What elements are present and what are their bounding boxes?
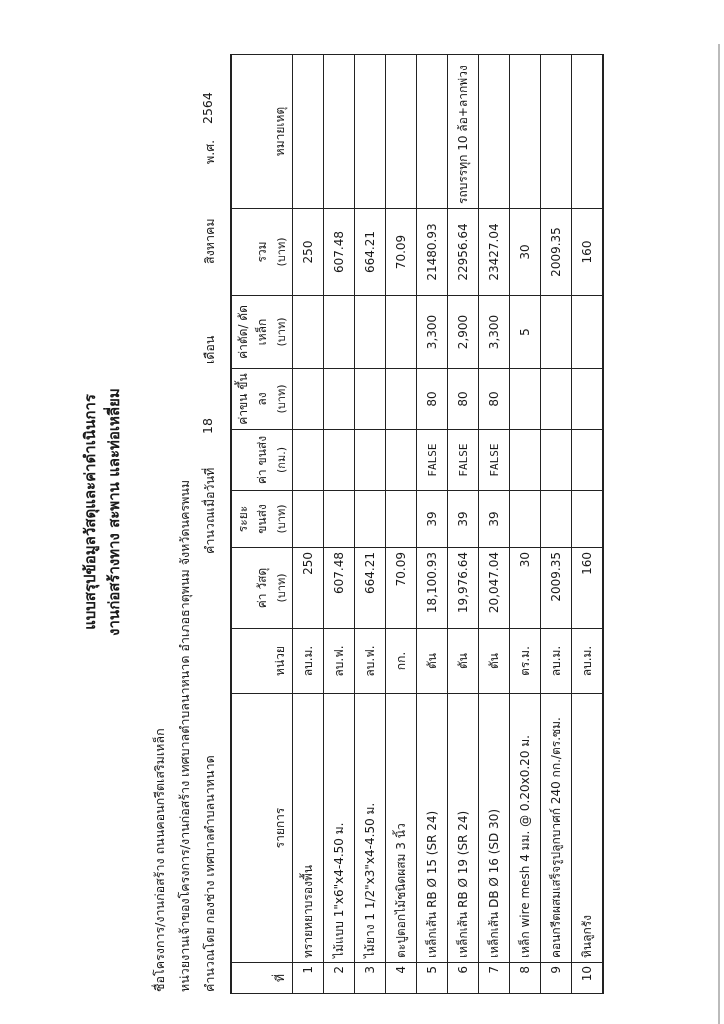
cell-no: 1 — [293, 963, 324, 994]
cell-remark — [479, 55, 510, 209]
document-subtitle: งานก่อสร้างทาง สะพาน และท่อเหลี่ยม — [105, 388, 123, 636]
cell-loading: 80 — [417, 369, 448, 430]
cell-material: 30 — [510, 548, 541, 629]
cell-remark — [386, 55, 417, 209]
cell-remark — [572, 55, 604, 209]
document-header — [78, 0, 126, 1024]
cell-distance — [541, 491, 572, 548]
cell-remark — [355, 55, 386, 209]
cell-cutting: 3,300 — [479, 296, 510, 369]
cell-material: 160 — [572, 548, 604, 629]
cell-distance — [386, 491, 417, 548]
cell-unit: ตัน — [479, 629, 510, 694]
header-cutting-cost-unit: (บาท) — [275, 317, 288, 347]
cell-no: 8 — [510, 963, 541, 994]
year-value: 2564 — [200, 92, 215, 124]
cell-cutting: 2,900 — [448, 296, 479, 369]
cell-item: ไม้แบบ 1"x6"x4-4.50 ม. — [324, 694, 355, 963]
cell-total: 22956.64 — [448, 209, 479, 296]
cell-loading — [293, 369, 324, 430]
calc-day: 18 — [200, 418, 215, 434]
agency-name: หน่วยงานเจ้าของโครงการ/งานก่อสร้าง เทศบาลตำบลนาหนาด อำเภอธาตุพนม จังหวัดนครพนม — [177, 479, 192, 992]
cell-no: 10 — [572, 963, 604, 994]
cell-transport — [572, 430, 604, 491]
cell-item: เหล็กเส้น DB Ø 16 (SD 30) — [479, 694, 510, 963]
cell-distance: 39 — [479, 491, 510, 548]
header-total-label: รวม — [255, 241, 269, 263]
cell-loading — [324, 369, 355, 430]
cell-material: 664.21 — [355, 548, 386, 629]
calc-date-label: คำนวณเมื่อวันที่ — [202, 467, 217, 554]
header-material-cost-label: ค่า วัสดุ — [255, 567, 269, 609]
table-row — [448, 55, 479, 994]
cell-transport — [541, 430, 572, 491]
cell-total: 23427.04 — [479, 209, 510, 296]
cell-transport — [324, 430, 355, 491]
header-transport-cost — [231, 430, 293, 491]
cell-material: 607.48 — [324, 548, 355, 629]
table-header-row — [231, 55, 293, 994]
cell-distance — [510, 491, 541, 548]
cell-loading — [386, 369, 417, 430]
cell-cutting — [324, 296, 355, 369]
cell-remark — [293, 55, 324, 209]
header-total-unit: (บาท) — [275, 237, 288, 267]
header-unit: หน่วย — [231, 629, 293, 694]
cell-total: 70.09 — [386, 209, 417, 296]
cell-distance — [293, 491, 324, 548]
cell-unit: ตัน — [448, 629, 479, 694]
cell-loading — [541, 369, 572, 430]
materials-table — [230, 54, 604, 994]
cell-distance — [572, 491, 604, 548]
cell-remark — [417, 55, 448, 209]
header-cutting-cost-label: ค่าตัด/ ดัดเหล็ก — [236, 305, 269, 359]
cell-no: 9 — [541, 963, 572, 994]
header-loading-cost-label: ค่าขน ขึ้นลง — [236, 373, 269, 425]
cell-unit: ลบ.ม. — [572, 629, 604, 694]
cell-unit: ลบ.ม. — [541, 629, 572, 694]
calculated-by: คำนวณโดย กองช่าง เทศบาลตำบลนาหนาด — [202, 755, 217, 992]
header-remark: หมายเหตุ — [231, 55, 293, 209]
cell-material: 70.09 — [386, 548, 417, 629]
cell-distance — [355, 491, 386, 548]
cell-cutting: 5 — [510, 296, 541, 369]
month-label: เดือน — [202, 335, 217, 364]
cell-transport: FALSE — [479, 430, 510, 491]
table-row — [479, 55, 510, 994]
table-row — [510, 55, 541, 994]
cell-loading: 80 — [448, 369, 479, 430]
cell-remark — [541, 55, 572, 209]
cell-loading — [355, 369, 386, 430]
document-title: แบบสรุปข้อมูลวัสดุและค่าดำเนินการ — [81, 394, 99, 630]
header-distance-label: ระยะ ขนส่ง — [236, 504, 269, 534]
table-row — [355, 55, 386, 994]
cell-no: 6 — [448, 963, 479, 994]
table-row — [324, 55, 355, 994]
cell-item: ตะปูตอกไม้ชนิดผสม 3 นิ้ว — [386, 694, 417, 963]
cell-cutting — [293, 296, 324, 369]
table-row — [386, 55, 417, 994]
cell-transport — [510, 430, 541, 491]
cell-item: หินลูกรัง — [572, 694, 604, 963]
header-distance-unit: (บาท) — [275, 504, 288, 534]
cell-unit: ตร.ม. — [510, 629, 541, 694]
cell-item: เหล็กเส้น RB Ø 15 (SR 24) — [417, 694, 448, 963]
cell-material: 250 — [293, 548, 324, 629]
scan-edge-line — [718, 44, 720, 1024]
cell-transport — [355, 430, 386, 491]
cell-item: คอนกรีตผสมเสร็จรูปลูกบาศก์ 240 กก./ตร.ซม. — [541, 694, 572, 963]
cell-item: เหล็ก wire mesh 4 มม. @ 0.20x0.20 ม. — [510, 694, 541, 963]
header-no: ที่ — [231, 963, 293, 994]
header-cutting-cost — [231, 296, 293, 369]
cell-no: 4 — [386, 963, 417, 994]
cell-unit: ลบ.ม. — [293, 629, 324, 694]
cell-transport — [293, 430, 324, 491]
cell-total: 2009.35 — [541, 209, 572, 296]
header-total — [231, 209, 293, 296]
cell-loading — [510, 369, 541, 430]
header-distance — [231, 491, 293, 548]
cell-transport: FALSE — [417, 430, 448, 491]
cell-material: 18,100.93 — [417, 548, 448, 629]
month-value: สิงหาคม — [202, 218, 217, 264]
cell-unit: ลบ.ฟ. — [355, 629, 386, 694]
cell-remark — [324, 55, 355, 209]
table-body — [293, 55, 604, 994]
table-row — [417, 55, 448, 994]
cell-transport — [386, 430, 417, 491]
cell-material: 19,976.64 — [448, 548, 479, 629]
cell-no: 2 — [324, 963, 355, 994]
cell-remark — [510, 55, 541, 209]
cell-distance: 39 — [417, 491, 448, 548]
cell-no: 7 — [479, 963, 510, 994]
cell-cutting — [386, 296, 417, 369]
cell-loading: 80 — [479, 369, 510, 430]
year-label: พ.ศ. — [202, 139, 217, 164]
cell-cutting: 3,300 — [417, 296, 448, 369]
table-row — [293, 55, 324, 994]
cell-material: 2009.35 — [541, 548, 572, 629]
header-loading-cost — [231, 369, 293, 430]
cell-cutting — [355, 296, 386, 369]
header-material-cost — [231, 548, 293, 629]
cell-total: 607.48 — [324, 209, 355, 296]
cell-item: เหล็กเส้น RB Ø 19 (SR 24) — [448, 694, 479, 963]
header-transport-cost-unit: (กม.) — [275, 447, 288, 473]
header-loading-cost-unit: (บาท) — [275, 384, 288, 414]
cell-total: 30 — [510, 209, 541, 296]
cell-cutting — [541, 296, 572, 369]
cell-item: ทรายหยาบรองพื้น — [293, 694, 324, 963]
cell-unit: ตัน — [417, 629, 448, 694]
header-item: รายการ — [231, 694, 293, 963]
header-transport-cost-label: ค่า ขนส่ง — [255, 435, 269, 485]
cell-total: 21480.93 — [417, 209, 448, 296]
cell-total: 250 — [293, 209, 324, 296]
cell-distance: 39 — [448, 491, 479, 548]
cell-material: 20,047.04 — [479, 548, 510, 629]
project-name: ชื่อโครงการ/งานก่อสร้าง ถนนคอนกรีตเสริมเหล็ก — [152, 728, 167, 992]
table-row — [541, 55, 572, 994]
cell-total: 160 — [572, 209, 604, 296]
cell-transport: FALSE — [448, 430, 479, 491]
cell-remark: รถบรรทุก 10 ล้อ+ลากพ่วง — [448, 55, 479, 209]
cell-no: 5 — [417, 963, 448, 994]
table-row — [572, 55, 604, 994]
cell-total: 664.21 — [355, 209, 386, 296]
cell-no: 3 — [355, 963, 386, 994]
cell-loading — [572, 369, 604, 430]
cell-unit: กก. — [386, 629, 417, 694]
cell-cutting — [572, 296, 604, 369]
cell-unit: ลบ.ฟ. — [324, 629, 355, 694]
cell-item: ไม้ยาง 1 1/2"x3"x4-4.50 ม. — [355, 694, 386, 963]
header-material-cost-unit: (บาท) — [275, 573, 288, 603]
cell-distance — [324, 491, 355, 548]
